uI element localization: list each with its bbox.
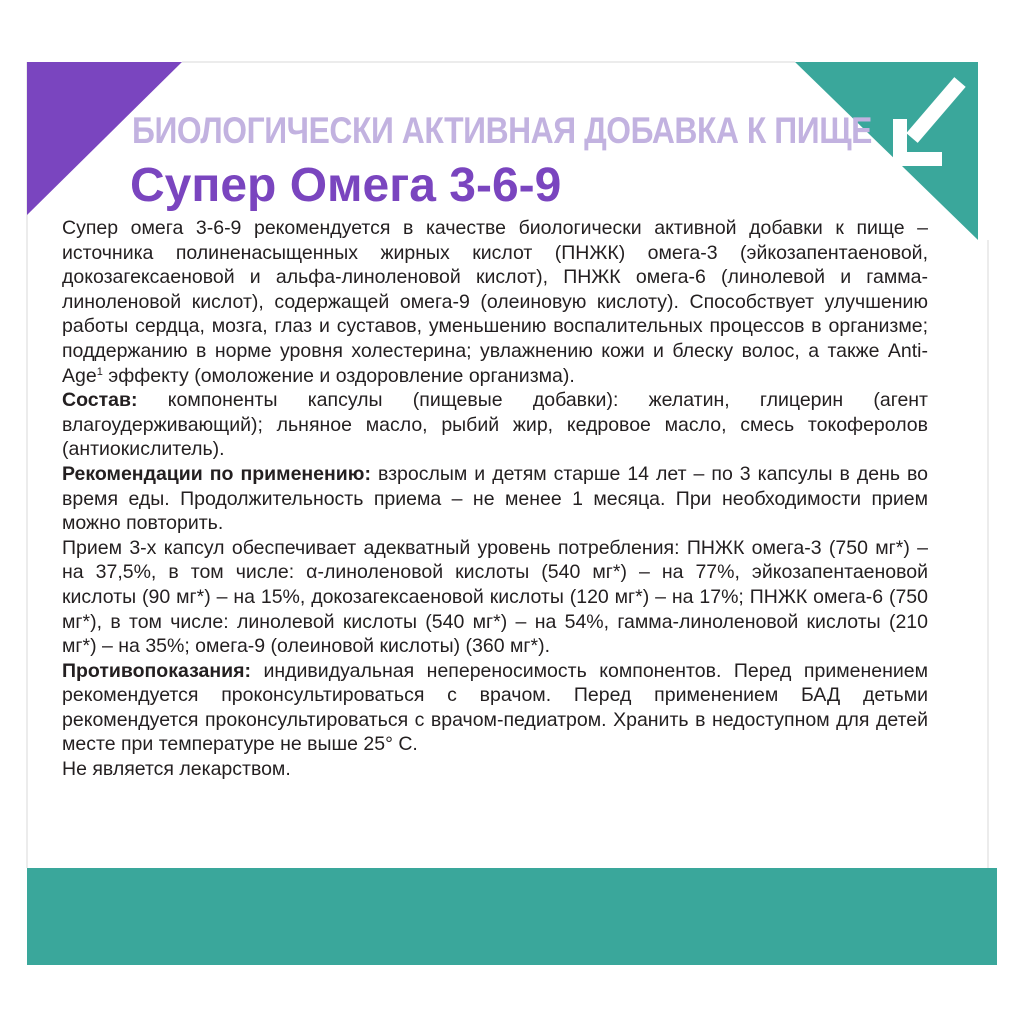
contraindications-text: индивидуальная непереносимость компонентов. Перед применением рекомендуется проконсультироваться с врачом. Перед применением БАД детьми рекомендуется проконсультироваться с врачом-педиатром. Хранить в недоступном для детей месте при температуре не выше 25° С. bbox=[62, 659, 928, 756]
label-text bbox=[62, 216, 928, 782]
composition-text: компоненты капсулы (пищевые добавки): желатин, глицерин (агент влагоудерживающий); льняное масло, рыбий жир, кедровое масло, смесь токоферолов (антиокислитель). bbox=[62, 389, 928, 461]
footnote-mark: 1 bbox=[96, 365, 103, 378]
usage-paragraph bbox=[62, 462, 928, 536]
description-text-end: эффекту (омоложение и оздоровление организма). bbox=[102, 364, 575, 387]
product-category: БИОЛОГИЧЕСКИ АКТИВНАЯ ДОБАВКА К ПИЩЕ bbox=[132, 110, 872, 151]
usage-label: Рекомендации по применению: bbox=[62, 462, 371, 485]
description-paragraph bbox=[62, 216, 928, 388]
intake-paragraph: Прием 3-х капсул обеспечивает адекватный уровень потребления: ПНЖК омега-3 (750 мг*) – на 37,5%, в том числе: α-линоленовой кислоты (540 мг*) – на 77%, эйкозапентаеновой кислоты (90 мг*) – на 15%, докозагексаеновой кислоты (120 мг*) – на 17%; ПНЖК омега-6 (750 мг*), в том числе: линолевой кислоты (540 мг*) – на 54%, гамма-линоленовой кислоты (210 мг*) – на 35%; омега-9 (олеиновой кислоты) (360 мг*). bbox=[62, 536, 928, 658]
contraindications-paragraph bbox=[62, 659, 928, 757]
description-text: Супер омега 3-6-9 рекомендуется в качестве биологически активной добавки к пище – источника полиненасыщенных жирных кислот (ПНЖК) омега-3 (эйкозапентаеновой, докозагексаеновой и альфа-линоленовой кислот), ПНЖК омега-6 (линолевой и гамма-линоленовой кислот), содержащей омега-9 (олеиновую кислоту). Способствует улучшению работы сердца, мозга, глаз и суставов, уменьшению воспалительных процессов в организме; поддержанию в норме уровня холестерина; увлажнению кожи и блеску волос, а также Anti-Age bbox=[62, 217, 928, 387]
contraindications-label: Противопоказания: bbox=[62, 659, 251, 682]
composition-paragraph bbox=[62, 388, 928, 462]
usage-text: взрослым и детям старше 14 лет – по 3 капсулы в день во время еды. Продолжительность приема – не менее 1 месяца. При необходимости прием можно повторить. bbox=[62, 462, 929, 535]
product-title: Супер Омега 3-6-9 bbox=[130, 159, 562, 212]
composition-label: Состав: bbox=[62, 389, 138, 412]
footer-band bbox=[27, 868, 997, 965]
not-medicine-note: Не является лекарством. bbox=[62, 758, 291, 781]
